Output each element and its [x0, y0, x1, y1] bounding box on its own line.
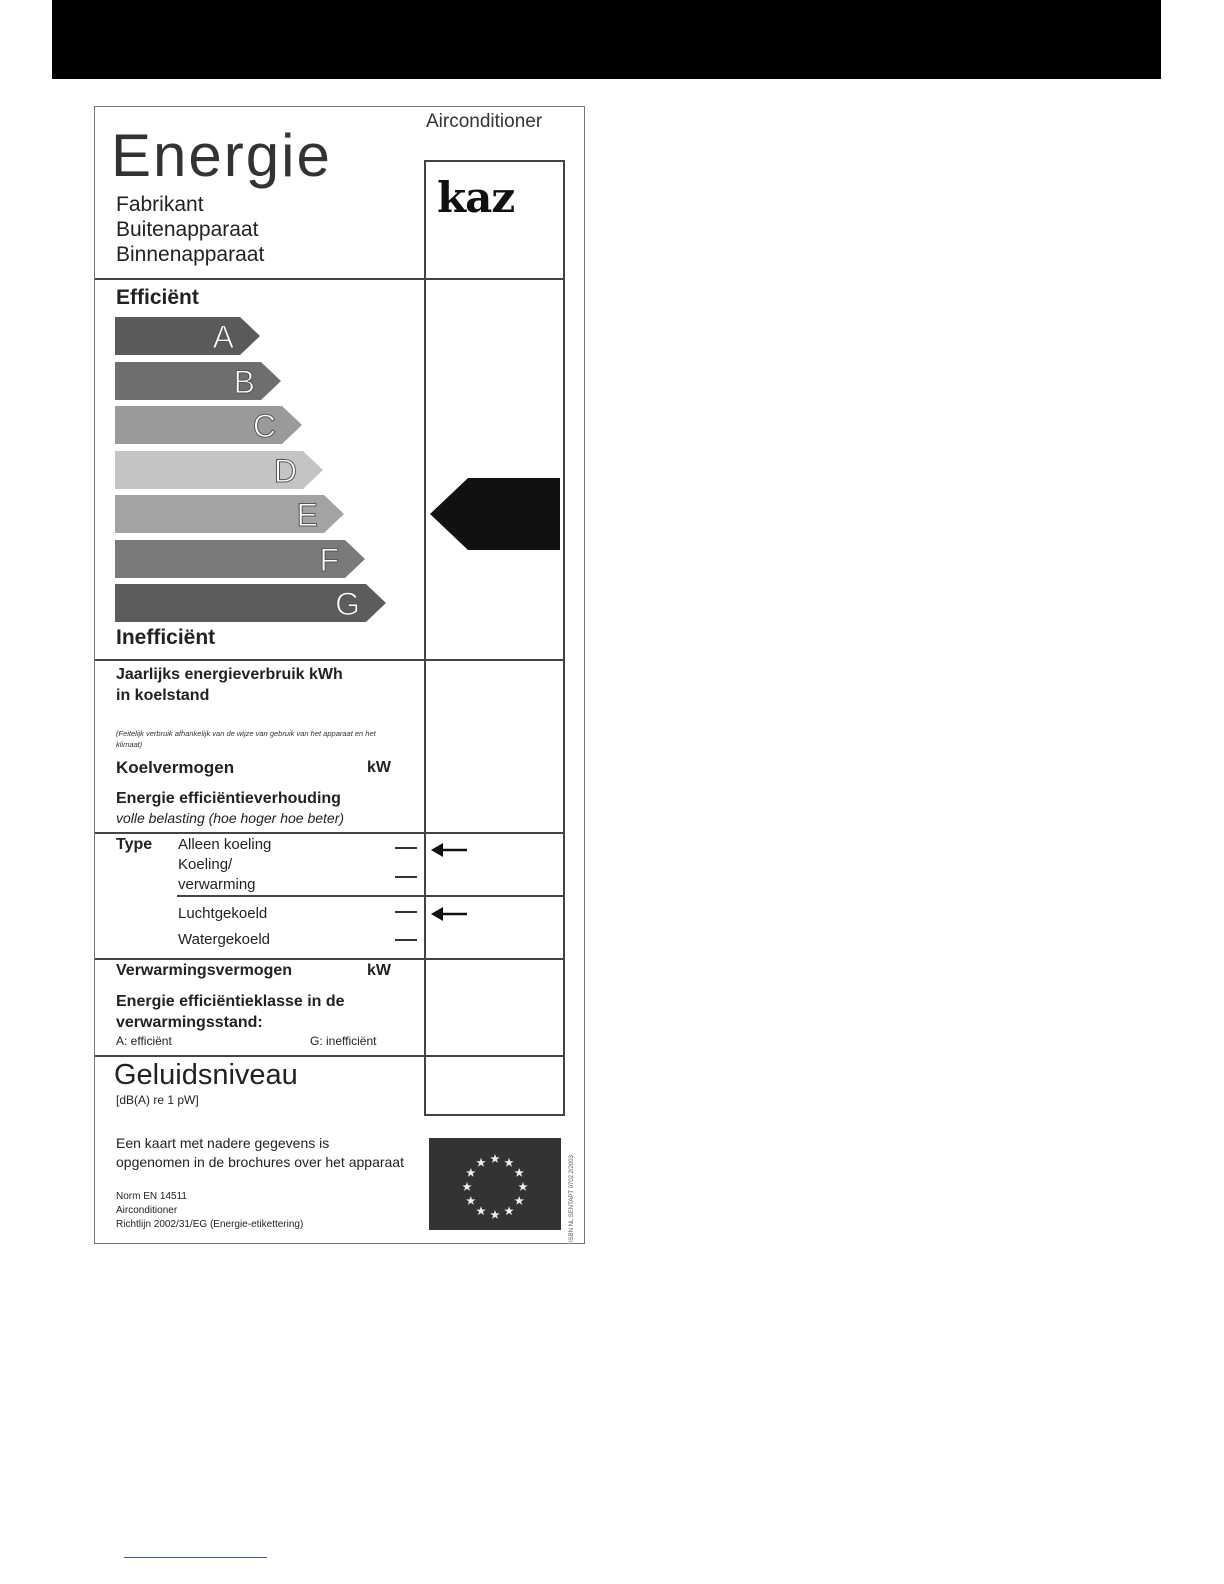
- norm-line-3: Richtlijn 2002/31/EG (Energie-etikettering): [116, 1219, 304, 1230]
- energy-class-letter: F: [319, 541, 339, 578]
- right-column-box: [424, 160, 565, 1116]
- category-label: Airconditioner: [426, 111, 543, 132]
- energy-class-g: [115, 584, 386, 622]
- energy-class-d: [115, 451, 323, 489]
- rating-arrow: [430, 478, 560, 555]
- eer-label: Energie efficiëntieverhouding: [116, 790, 341, 807]
- type-label: Type: [116, 836, 153, 853]
- energy-class-letter: A: [212, 319, 234, 355]
- label-title: Energie: [111, 122, 332, 189]
- heating-scale-right: G: inefficiënt: [310, 1034, 377, 1048]
- energy-class-letter: E: [296, 497, 318, 533]
- dash-luchtgekoeld: [395, 911, 417, 913]
- annual-consumption-label2: in koelstand: [116, 687, 210, 704]
- cooling-capacity-label: Koelvermogen: [116, 758, 235, 777]
- brand-logo: kaz: [437, 173, 515, 222]
- footer-underline: [124, 1557, 267, 1558]
- separator-6: [95, 1055, 565, 1057]
- dash-koeling-verwarming: [395, 876, 417, 878]
- heating-scale-left: A: efficiënt: [116, 1034, 172, 1048]
- separator-4: [177, 895, 565, 897]
- eer-sublabel: volle belasting (hoe hoger hoe beter): [116, 810, 345, 826]
- energy-class-a: [115, 317, 260, 355]
- dash-watergekoeld: [395, 939, 417, 941]
- energy-class-letter: C: [252, 408, 276, 444]
- dash-alleen-koeling: [395, 847, 417, 849]
- type-option-koeling: Koeling/: [178, 856, 233, 873]
- norm-line-1: Norm EN 14511: [116, 1191, 187, 1202]
- side-code: ISBN NL SENTAPT 0702 2/2003: [569, 1155, 575, 1242]
- noise-unit: [dB(A) re 1 pW]: [116, 1093, 199, 1107]
- inefficient-label: Inefficiënt: [116, 626, 216, 649]
- type-option-verwarming: verwarming: [178, 876, 256, 893]
- energy-class-f: [115, 540, 365, 578]
- arrow-left-icon: [431, 906, 467, 927]
- heating-capacity-label: Verwarmingsvermogen: [116, 962, 293, 979]
- energy-label: [94, 106, 585, 1244]
- energy-class-c: [115, 406, 302, 444]
- noise-label: Geluidsniveau: [114, 1059, 298, 1091]
- field-binnenapparaat: Binnenapparaat: [116, 243, 265, 266]
- field-buitenapparaat: Buitenapparaat: [116, 218, 259, 241]
- energy-class-letter: G: [335, 586, 360, 622]
- heating-class-label2: verwarmingsstand:: [116, 1014, 263, 1031]
- annual-consumption-label: Jaarlijks energieverbruik kWh: [116, 666, 343, 683]
- separator-5: [95, 958, 565, 960]
- header-bar: [52, 0, 1161, 79]
- footer-note2: opgenomen in de brochures over het apparaat: [116, 1154, 404, 1170]
- cooling-option-watergekoeld: Watergekoeld: [178, 931, 270, 948]
- type-option-alleen-koeling: Alleen koeling: [178, 836, 272, 853]
- annual-consumption-note: (Feitelijk verbruik afhankelijk van de wijze van gebruik van het apparaat en het klimaat): [116, 729, 376, 749]
- efficient-label: Efficiënt: [116, 286, 199, 309]
- energy-class-b: [115, 362, 281, 400]
- cooling-capacity-unit: kW: [367, 759, 391, 776]
- energy-class-letter: D: [273, 452, 297, 489]
- arrow-left-icon: [431, 842, 467, 863]
- separator-2: [95, 659, 565, 661]
- norm-line-2: Airconditioner: [116, 1205, 178, 1216]
- field-fabrikant: Fabrikant: [116, 193, 204, 216]
- separator-1: [95, 278, 565, 280]
- heating-capacity-unit: kW: [367, 962, 391, 979]
- energy-class-e: [115, 495, 344, 533]
- heating-class-label: Energie efficiëntieklasse in de: [116, 993, 345, 1010]
- separator-3: [95, 832, 565, 834]
- eu-flag-icon: [429, 1138, 561, 1230]
- cooling-option-luchtgekoeld: Luchtgekoeld: [178, 905, 268, 922]
- footer-note: Een kaart met nadere gegevens is: [116, 1135, 330, 1151]
- energy-class-letter: B: [233, 363, 255, 400]
